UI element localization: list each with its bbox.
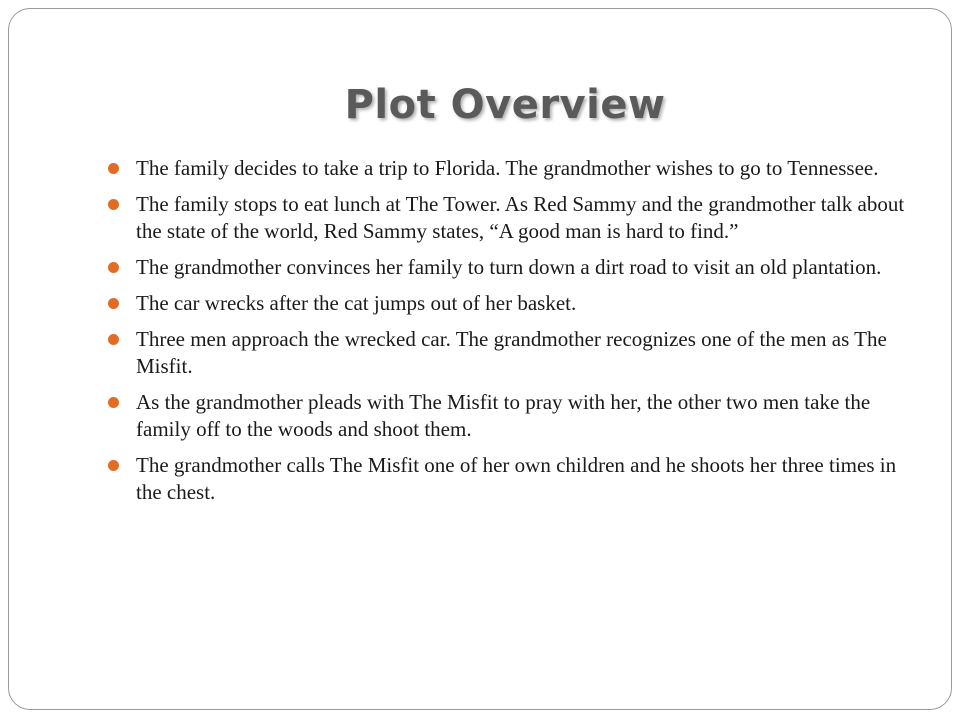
- list-item: [108, 290, 908, 317]
- bullet-text: The car wrecks after the cat jumps out of her basket.: [136, 291, 577, 315]
- bullet-text: As the grandmother pleads with The Misfit to pray with her, the other two men take the family off to the woods and shoot them.: [136, 390, 871, 441]
- bullet-icon: [108, 163, 119, 174]
- list-item: [108, 254, 908, 281]
- bullet-text: The family decides to take a trip to Florida. The grandmother wishes to go to Tennessee.: [136, 156, 879, 180]
- bullet-text: The grandmother calls The Misfit one of her own children and he shoots her three times in the chest.: [136, 453, 897, 504]
- slide-title: Plot Overview: [344, 82, 666, 128]
- bullet-text: Three men approach the wrecked car. The grandmother recognizes one of the men as The Misfit.: [136, 327, 887, 378]
- list-item: [108, 155, 908, 182]
- bullet-icon: [108, 460, 119, 471]
- bullet-icon: [108, 397, 119, 408]
- bullet-icon: [108, 298, 119, 309]
- bullet-list: [108, 155, 908, 515]
- list-item: [108, 389, 908, 443]
- bullet-icon: [108, 334, 119, 345]
- bullet-icon: [108, 199, 119, 210]
- list-item: [108, 452, 908, 506]
- bullet-text: The grandmother convinces her family to turn down a dirt road to visit an old plantation.: [136, 255, 882, 279]
- list-item: [108, 326, 908, 380]
- bullet-icon: [108, 262, 119, 273]
- bullet-text: The family stops to eat lunch at The Tower. As Red Sammy and the grandmother talk about the state of the world, Red Sammy states, “A good man is hard to find.”: [136, 192, 905, 243]
- list-item: [108, 191, 908, 245]
